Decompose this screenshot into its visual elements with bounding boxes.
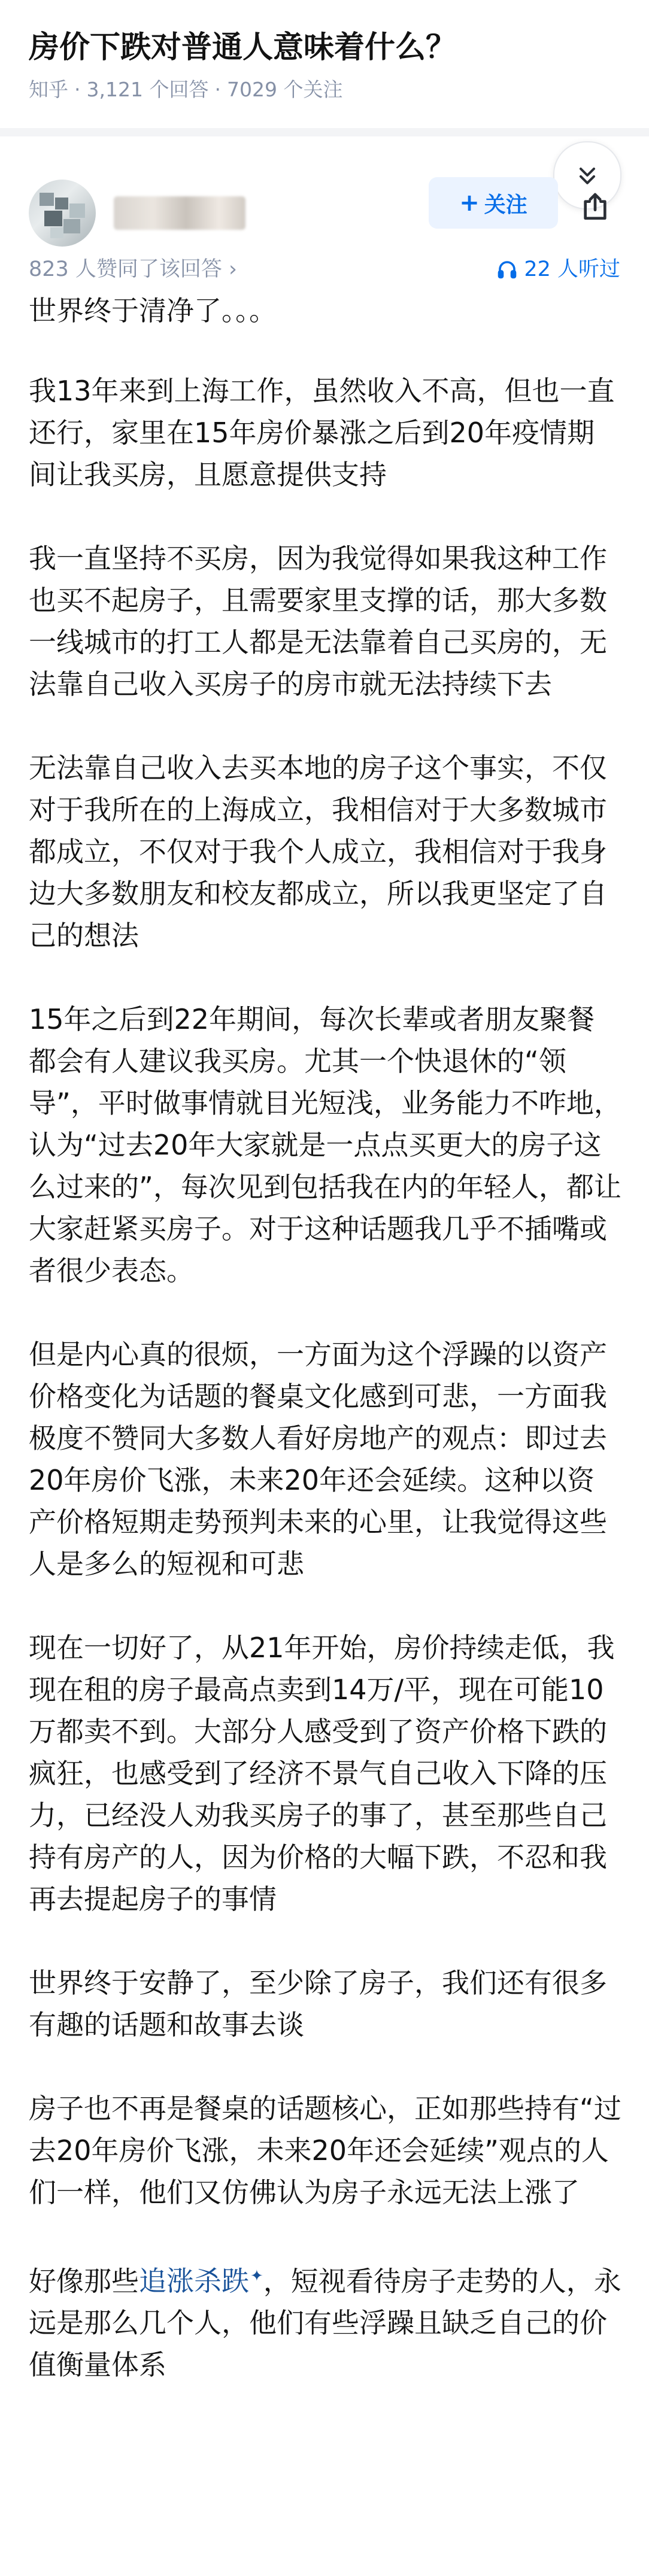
paragraph: 世界终于清净了。。。 bbox=[29, 294, 277, 327]
headphones-icon bbox=[496, 259, 518, 280]
search-link-label: 追涨杀跌 bbox=[139, 2265, 249, 2298]
follow-button[interactable] bbox=[429, 177, 558, 229]
share-icon[interactable] bbox=[578, 190, 612, 224]
paragraph bbox=[29, 2255, 621, 2386]
answer-count[interactable]: 3,121 个回答 bbox=[86, 78, 209, 101]
author-name[interactable] bbox=[114, 196, 245, 230]
upvote-count[interactable]: 823 人赞同了该回答 › bbox=[29, 257, 238, 281]
paragraph-text: ，短视看待房子走势的人，永远是那么几个人，他们有些浮躁且缺乏自己的价值衡量体系 bbox=[29, 2265, 621, 2381]
source-label: 知乎 bbox=[29, 78, 68, 101]
answer-content bbox=[29, 290, 621, 2428]
paragraph-text: 好像那些 bbox=[29, 2265, 139, 2298]
listen-label: 22 人听过 bbox=[524, 257, 620, 281]
paragraph: 无法靠自己收入去买本地的房子这个事实，不仅对于我所在的上海成立，我相信对于大多数城市都成立，不仅对于我个人成立，我相信对于我身边大多数朋友和校友都成立，所以我更坚定了自己的想法 bbox=[29, 752, 607, 952]
paragraph: 现在一切好了，从21年开始，房价持续走低，我现在租的房子最高点卖到14万/平，现在可能10万都卖不到。大部分人感受到了资产价格下跌的疯狂，也感受到了经济不景气自己收入下降的压力，已经没人劝我买房子的事了，甚至那些自己持有房产的人，因为价格的大幅下跌，不忍和我再去提起房子的事情 bbox=[29, 1632, 615, 1915]
section-divider bbox=[0, 128, 649, 136]
paragraph: 15年之后到22年期间，每次长辈或者朋友聚餐都会有人建议我买房。尤其一个快退休的“领导”，平时做事情就目光短浅，业务能力不咋地，认为“过去20年大家就是一点点买更大的房子这么过来的”，每次见到包括我在内的年轻人，都让大家赶紧买房子。对于这种话题我几乎不插嘴或者很少表态。 bbox=[29, 1003, 621, 1287]
meta-separator: · bbox=[214, 78, 221, 101]
follower-count: 7029 个关注 bbox=[226, 78, 343, 101]
paragraph: 房子也不再是餐桌的话题核心，正如那些持有“过去20年房价飞涨，未来20年还会延续”观点的人们一样，他们又仿佛认为房子永远无法上涨了 bbox=[29, 2092, 621, 2209]
paragraph: 世界终于安静了，至少除了房子，我们还有很多有趣的话题和故事去谈 bbox=[29, 1967, 607, 2041]
question-title[interactable]: 房价下跌对普通人意味着什么？ bbox=[29, 30, 457, 65]
question-meta bbox=[29, 78, 342, 102]
author-avatar[interactable] bbox=[29, 180, 96, 247]
search-link[interactable] bbox=[139, 2265, 263, 2297]
meta-separator: · bbox=[74, 78, 81, 101]
paragraph: 我一直坚持不买房，因为我觉得如果我这种工作也买不起房子，且需要家里支撑的话，那大多数一线城市的打工人都是无法靠着自己买房的，无法靠自己收入买房子的房市就无法持续下去 bbox=[29, 542, 607, 700]
listen-count[interactable] bbox=[496, 256, 620, 282]
follow-label: 关注 bbox=[484, 192, 527, 217]
sparkle-icon: ✦ bbox=[250, 2267, 263, 2285]
paragraph: 我13年来到上海工作，虽然收入不高，但也一直还行，家里在15年房价暴涨之后到20年疫情期间让我买房，且愿意提供支持 bbox=[29, 375, 615, 491]
chevrons-down-icon bbox=[574, 162, 601, 189]
paragraph: 但是内心真的很烦，一方面为这个浮躁的以资产价格变化为话题的餐桌文化感到可悲，一方面我极度不赞同大多数人看好房地产的观点：即过去20年房价飞涨，未来20年还会延续。这种以资产价格短期走势预判未来的心里，让我觉得这些人是多么的短视和可悲 bbox=[29, 1338, 607, 1580]
plus-icon: + bbox=[459, 189, 480, 217]
